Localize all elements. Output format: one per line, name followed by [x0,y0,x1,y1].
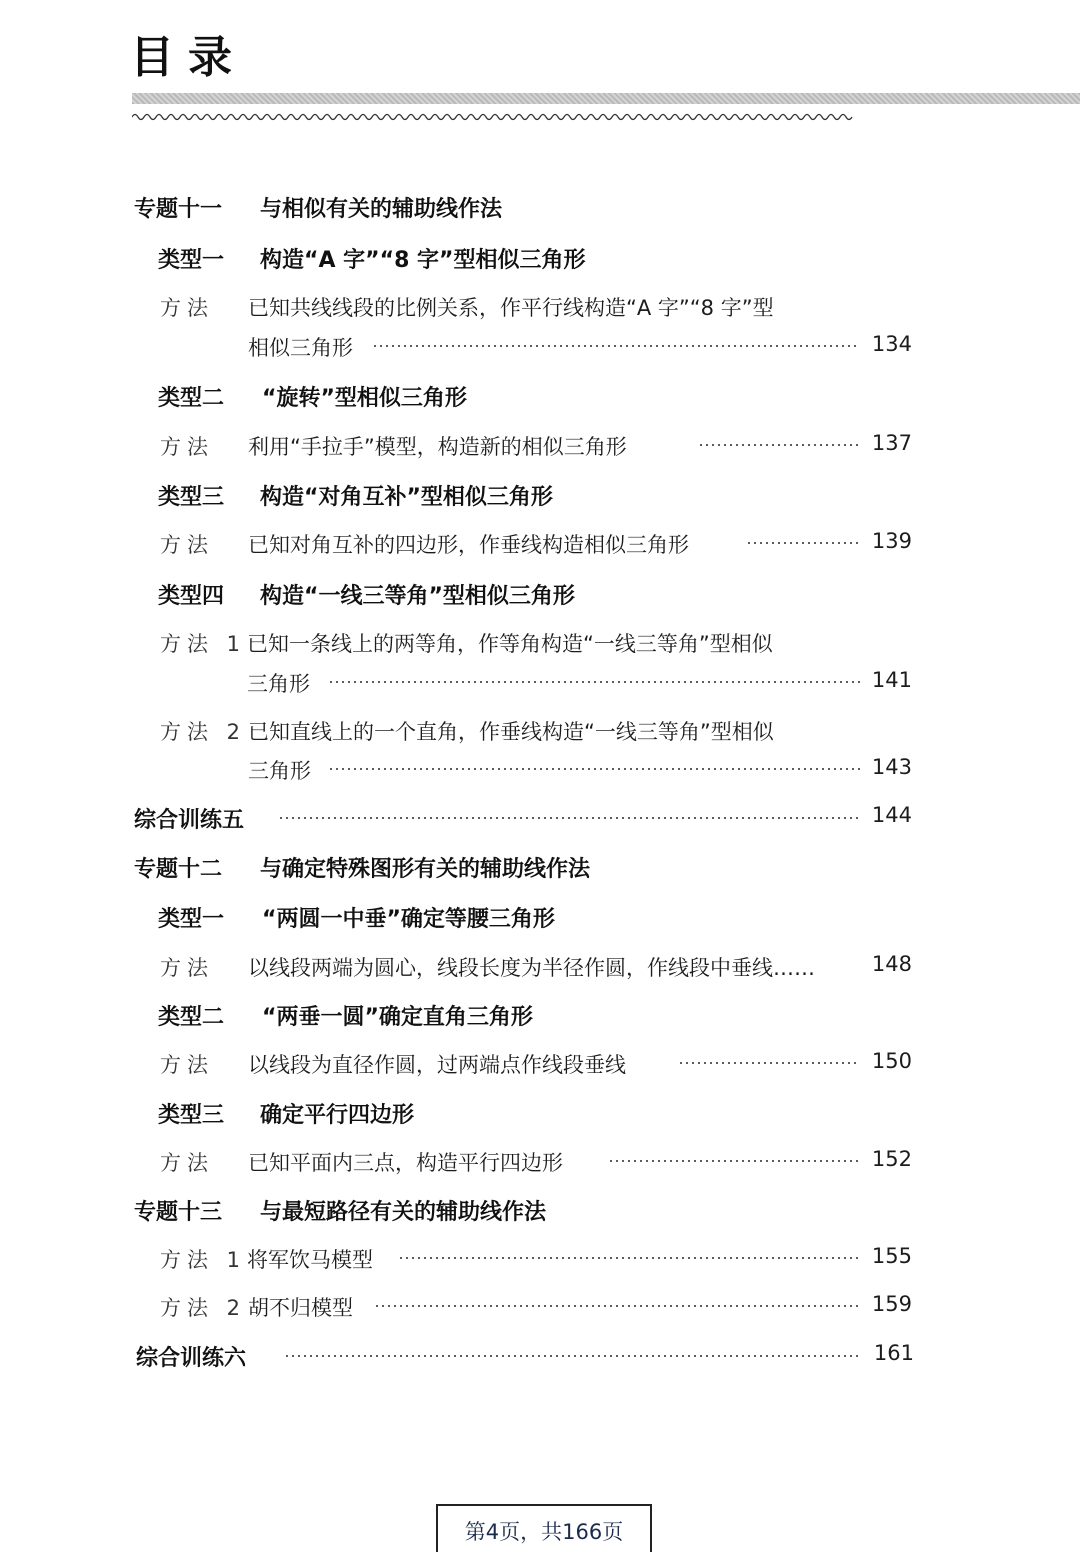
method-label: 方法 [160,296,214,320]
method-label: 方法 2 [160,720,247,744]
method-label: 方法 2 [160,1296,247,1320]
section-title: 与确定特殊图形有关的辅助线作法 [260,857,591,882]
type-label: 类型四 [158,584,225,609]
page-number: 152 [871,1147,912,1171]
dot-leader [278,817,860,819]
method-label: 方法 1 [160,1248,247,1272]
method-label: 方法 1 [160,632,247,656]
method-text: 利用“手拉手”模型，构造新的相似三角形 [248,435,627,459]
method-text: 以线段为直径作圆，过两端点作线段垂线 [248,1053,626,1077]
method-text: 已知平面内三点，构造平行四边形 [248,1151,563,1175]
page-number: 139 [871,529,912,553]
method-text-line1: 已知共线线段的比例关系，作平行线构造“A 字”“8 字”型 [248,296,774,320]
method-text-line2: 三角形 [248,759,311,783]
method-text-line1: 已知一条线上的两等角，作等角构造“一线三等角”型相似 [247,632,773,656]
type-title: 构造“对角互补”型相似三角形 [260,485,553,510]
dot-leader [328,768,860,770]
exercise-title: 综合训练五 [134,808,245,833]
method-text: 胡不归模型 [248,1296,353,1320]
type-title: “旋转”型相似三角形 [262,386,467,411]
page-number: 159 [871,1292,912,1316]
page-number: 134 [871,332,912,356]
exercise-title: 综合训练六 [136,1346,247,1371]
type-title: “两垂一圆”确定直角三角形 [262,1005,533,1030]
page-number: 137 [871,431,912,455]
page-number: 155 [871,1244,912,1268]
page-number: 150 [871,1049,912,1073]
title-bar [132,93,1080,104]
method-label: 方法 [160,1151,214,1175]
type-title: 构造“一线三等角”型相似三角形 [260,584,575,609]
section-label: 专题十三 [134,1200,223,1225]
method-label: 方法 [160,956,214,980]
section-label: 专题十二 [134,857,223,882]
dot-leader [746,542,860,544]
page-number: 148 [871,952,912,976]
wave-divider [132,111,856,123]
page-indicator: 第4页，共166页 [436,1504,652,1552]
method-text: 已知对角互补的四边形，作垂线构造相似三角形 [248,533,689,557]
dot-leader [698,444,860,446]
dot-leader [372,345,860,347]
method-label: 方法 [160,435,214,459]
section-label: 专题十一 [134,197,223,222]
page-number: 141 [871,668,912,692]
method-text-line1: 已知直线上的一个直角，作垂线构造“一线三等角”型相似 [248,720,774,744]
type-label: 类型二 [158,1005,225,1030]
method-text-line2: 相似三角形 [248,336,353,360]
method-label: 方法 [160,1053,214,1077]
page-title: 目录 [130,32,246,83]
page-number: 161 [873,1341,914,1365]
type-label: 类型一 [158,907,225,932]
dot-leader [608,1160,860,1162]
type-title: 确定平行四边形 [260,1103,415,1128]
dot-leader [284,1355,862,1357]
dot-leader [328,681,860,683]
type-label: 类型三 [158,1103,225,1128]
type-label: 类型一 [158,248,225,273]
dot-leader [374,1305,860,1307]
type-label: 类型二 [158,386,225,411]
method-text: 将军饮马模型 [247,1248,373,1272]
dot-leader [678,1062,860,1064]
method-text: 以线段两端为圆心，线段长度为半径作圆，作线段中垂线…… [248,956,815,980]
section-title: 与最短路径有关的辅助线作法 [260,1200,547,1225]
type-title: 构造“A 字”“8 字”型相似三角形 [260,248,586,273]
section-title: 与相似有关的辅助线作法 [260,197,503,222]
type-label: 类型三 [158,485,225,510]
method-label: 方法 [160,533,214,557]
type-title: “两圆一中垂”确定等腰三角形 [262,907,555,932]
method-text-line2: 三角形 [247,672,310,696]
page-number: 143 [871,755,912,779]
page-number: 144 [871,803,912,827]
dot-leader [398,1257,860,1259]
